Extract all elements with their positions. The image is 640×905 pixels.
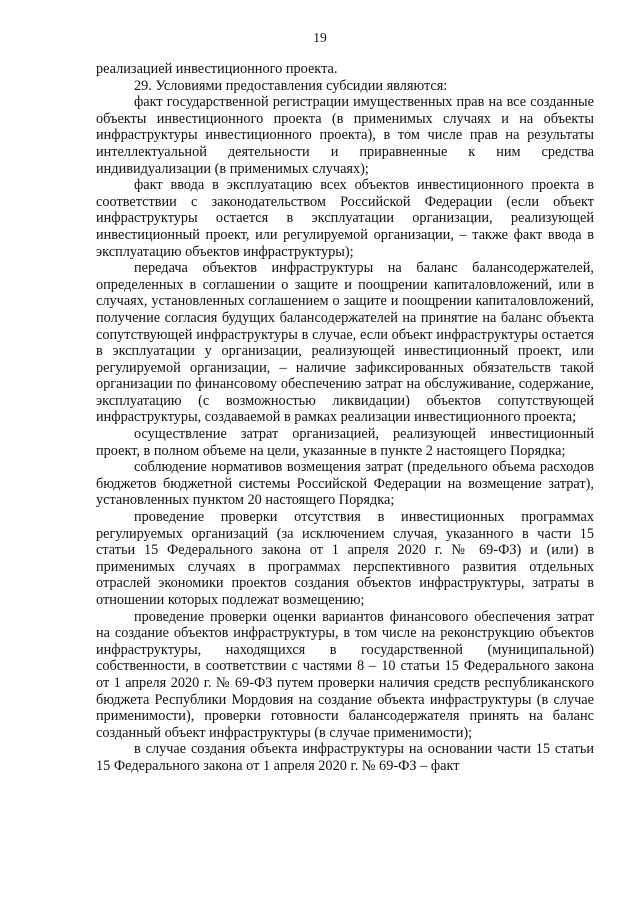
paragraph-financing-options-check: проведение проверки оценки вариантов финансового обеспечения затрат на создание объектов инфраструктуры, в том числе на реконструкцию объектов инфраструктуры, находящихся в государственной (муниципальной) собственности, в соответствии с частями 8 – 10 статьи 15 Федерального закона от 1 апреля 2020 г. № 69-ФЗ путем проверки наличия средств республиканского бюджета Республики Мордовия на создание объекта инфраструктуры (в случае применимости), проверки готовности балансодержателя принять на баланс созданный объект инфраструктуры (в случае применимости); [96, 608, 594, 741]
paragraph-registration-rights: факт государственной регистрации имущественных прав на все созданные объекты инвестиционного проекта (в применимых случаях и на объекты инфраструктуры инвестиционного проекта), в том числе прав на результаты интеллектуальной деятельности и приравненные к ним средства индивидуализации (в применимых случаях); [96, 94, 594, 177]
paragraph-costs-incurred: осуществление затрат организацией, реализующей инвестиционный проект, в полном объеме на цели, указанные в пункте 2 настоящего Порядка; [96, 426, 594, 459]
document-body [96, 61, 594, 775]
paragraph-commissioning: факт ввода в эксплуатацию всех объектов инвестиционного проекта в соответствии с законодательством Российской Федерации (если объект инфраструктуры остается в эксплуатации организации, реализующей инвестиционный проект, или регулируемой организации, – также факт ввода в эксплуатацию объектов инфраструктуры); [96, 177, 594, 260]
paragraph-part-15-case: в случае создания объекта инфраструктуры на основании части 15 статьи 15 Федерального закона от 1 апреля 2020 г. № 69-ФЗ – факт [96, 741, 594, 774]
paragraph-continuation: реализацией инвестиционного проекта. [96, 61, 338, 77]
paragraph-reimbursement-norms: соблюдение нормативов возмещения затрат (предельного объема расходов бюджетов бюджетной системы Российской Федерации на возмещение затрат), установленных пунктом 20 настоящего Порядка; [96, 459, 594, 509]
paragraph-balance-transfer: передача объектов инфраструктуры на баланс балансодержателей, определенных в соглашении о защите и поощрении капиталовложений, или в случаях, установленных соглашением о защите и поощрении капиталовложений, получение согласия будущих балансодержателей на принятие на баланс объекта сопутствующей инфраструктуры в случае, если объект инфраструктуры остается в эксплуатации у организации, реализующей инвестиционный проект, или регулируемой организации, – наличие зафиксированных обязательств такой организации по финансовому обеспечению затрат на обслуживание, содержание, эксплуатацию (с возможностью ликвидации) объектов сопутствующей инфраструктуры, создаваемой в рамках реализации инвестиционного проекта; [96, 260, 594, 426]
page-number: 19 [313, 30, 327, 45]
paragraph-clause-29: 29. Условиями предоставления субсидии являются: [134, 77, 448, 94]
paragraph-investment-programs-check: проведение проверки отсутствия в инвестиционных программах регулируемых организаций (за исключением случая, указанного в части 15 статьи 15 Федерального закона от 1 апреля 2020 г. № 69-ФЗ) и (или) в применимых случаях в программах перспективного развития отдельных отраслей экономики проектов создания объектов инфраструктуры, затраты в отношении которых подлежат возмещению; [96, 509, 594, 608]
